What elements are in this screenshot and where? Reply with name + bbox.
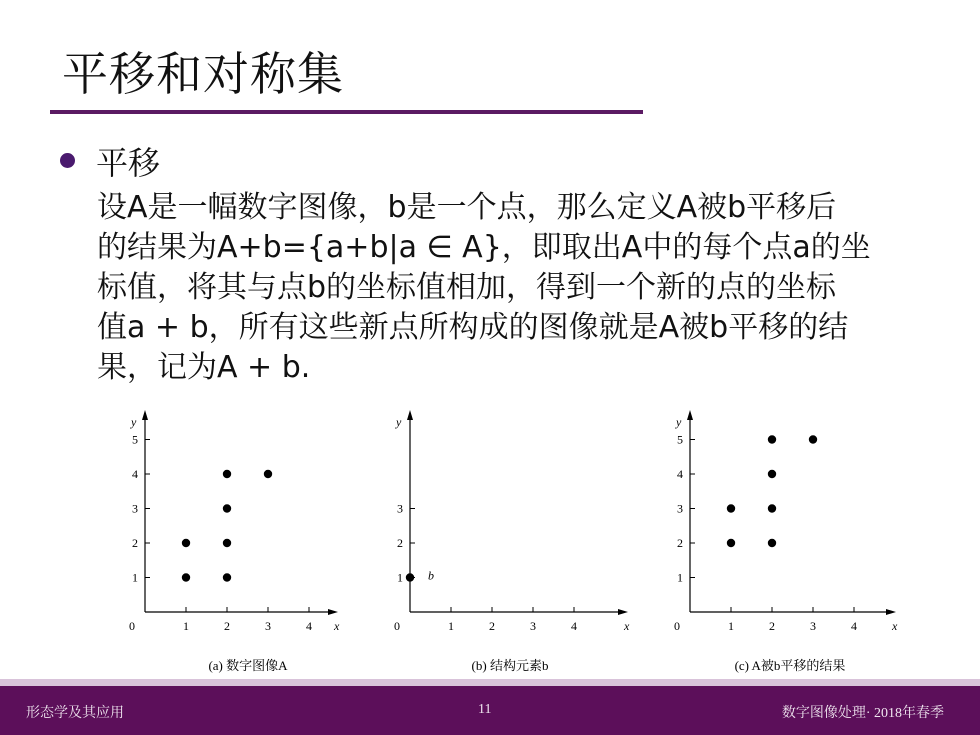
translation-figure bbox=[0, 400, 980, 690]
data-point bbox=[727, 539, 735, 547]
y-tick-label: 5 bbox=[677, 432, 683, 447]
y-tick-label: 5 bbox=[132, 432, 138, 447]
data-point bbox=[768, 435, 776, 443]
x-tick-label: 4 bbox=[306, 619, 312, 633]
y-tick-label: 3 bbox=[397, 501, 403, 516]
paragraph-line: 设A是一幅数字图像，b是一个点，那么定义A被b平移后 bbox=[97, 190, 837, 225]
data-point bbox=[406, 573, 414, 581]
paragraph-line: 的结果为A+b={a+b|a ∈ A}，即取出A中的每个点a的坐 bbox=[97, 230, 871, 265]
bullet-heading: 平移 bbox=[96, 144, 161, 182]
origin-label: 0 bbox=[674, 619, 680, 633]
point-label: b bbox=[428, 568, 434, 583]
y-tick-label: 2 bbox=[132, 536, 138, 550]
x-tick-label: 2 bbox=[769, 619, 775, 633]
slide-title: 平移和对称集 bbox=[62, 47, 344, 101]
y-tick-label: 4 bbox=[677, 467, 683, 481]
title-underline bbox=[50, 110, 643, 114]
figure-svg bbox=[0, 400, 980, 690]
data-point bbox=[768, 470, 776, 478]
panel-caption: (a) 数字图像A bbox=[208, 658, 288, 673]
y-axis-arrow-icon bbox=[142, 410, 148, 420]
x-axis-arrow-icon bbox=[618, 609, 628, 615]
footer bbox=[0, 686, 980, 735]
x-axis-arrow-icon bbox=[886, 609, 896, 615]
x-tick-label: 4 bbox=[851, 619, 857, 633]
origin-label: 0 bbox=[129, 619, 135, 633]
data-point bbox=[223, 539, 231, 547]
y-tick-label: 1 bbox=[132, 570, 138, 585]
data-point bbox=[223, 573, 231, 581]
x-tick-label: 3 bbox=[265, 619, 271, 633]
panel-caption: (c) A被b平移的结果 bbox=[734, 658, 846, 673]
x-tick-label: 2 bbox=[489, 619, 495, 633]
x-axis-label: x bbox=[334, 619, 340, 633]
data-point bbox=[264, 470, 272, 478]
bullet-dot-icon bbox=[60, 153, 75, 168]
y-tick-label: 2 bbox=[397, 536, 403, 550]
origin-label: 0 bbox=[394, 619, 400, 633]
footer-page-number: 11 bbox=[478, 702, 492, 717]
y-axis-label: y bbox=[131, 415, 137, 429]
y-axis-arrow-icon bbox=[687, 410, 693, 420]
paragraph-line: 果，记为A + b. bbox=[97, 350, 311, 385]
x-tick-label: 1 bbox=[183, 619, 189, 633]
data-point bbox=[223, 504, 231, 512]
y-tick-label: 4 bbox=[132, 467, 138, 481]
footer-course: 形态学及其应用 bbox=[26, 706, 124, 721]
footer-band bbox=[0, 679, 980, 686]
x-axis-arrow-icon bbox=[328, 609, 338, 615]
data-point bbox=[182, 573, 190, 581]
paragraph-line: 值a + b，所有这些新点所构成的图像就是A被b平移的结 bbox=[97, 310, 849, 345]
data-point bbox=[727, 504, 735, 512]
data-point bbox=[182, 539, 190, 547]
y-tick-label: 1 bbox=[397, 570, 403, 585]
definition-paragraph bbox=[97, 188, 932, 388]
x-axis-label: x bbox=[624, 619, 630, 633]
x-tick-label: 1 bbox=[728, 619, 734, 633]
x-tick-label: 1 bbox=[448, 619, 454, 633]
x-tick-label: 4 bbox=[571, 619, 577, 633]
data-point bbox=[809, 435, 817, 443]
x-axis-label: x bbox=[892, 619, 898, 633]
data-point bbox=[768, 539, 776, 547]
y-tick-label: 2 bbox=[677, 536, 683, 550]
y-tick-label: 1 bbox=[677, 570, 683, 585]
y-axis-label: y bbox=[396, 415, 402, 429]
paragraph-line: 标值，将其与点b的坐标值相加，得到一个新的点的坐标 bbox=[97, 270, 837, 305]
x-tick-label: 2 bbox=[224, 619, 230, 633]
y-tick-label: 3 bbox=[677, 501, 683, 516]
x-tick-label: 3 bbox=[530, 619, 536, 633]
data-point bbox=[768, 504, 776, 512]
y-tick-label: 3 bbox=[132, 501, 138, 516]
panel-caption: (b) 结构元素b bbox=[471, 658, 549, 673]
x-tick-label: 3 bbox=[810, 619, 816, 633]
footer-term: 数字图像处理· 2018年春季 bbox=[781, 706, 944, 721]
y-axis-label: y bbox=[676, 415, 682, 429]
data-point bbox=[223, 470, 231, 478]
y-axis-arrow-icon bbox=[407, 410, 413, 420]
